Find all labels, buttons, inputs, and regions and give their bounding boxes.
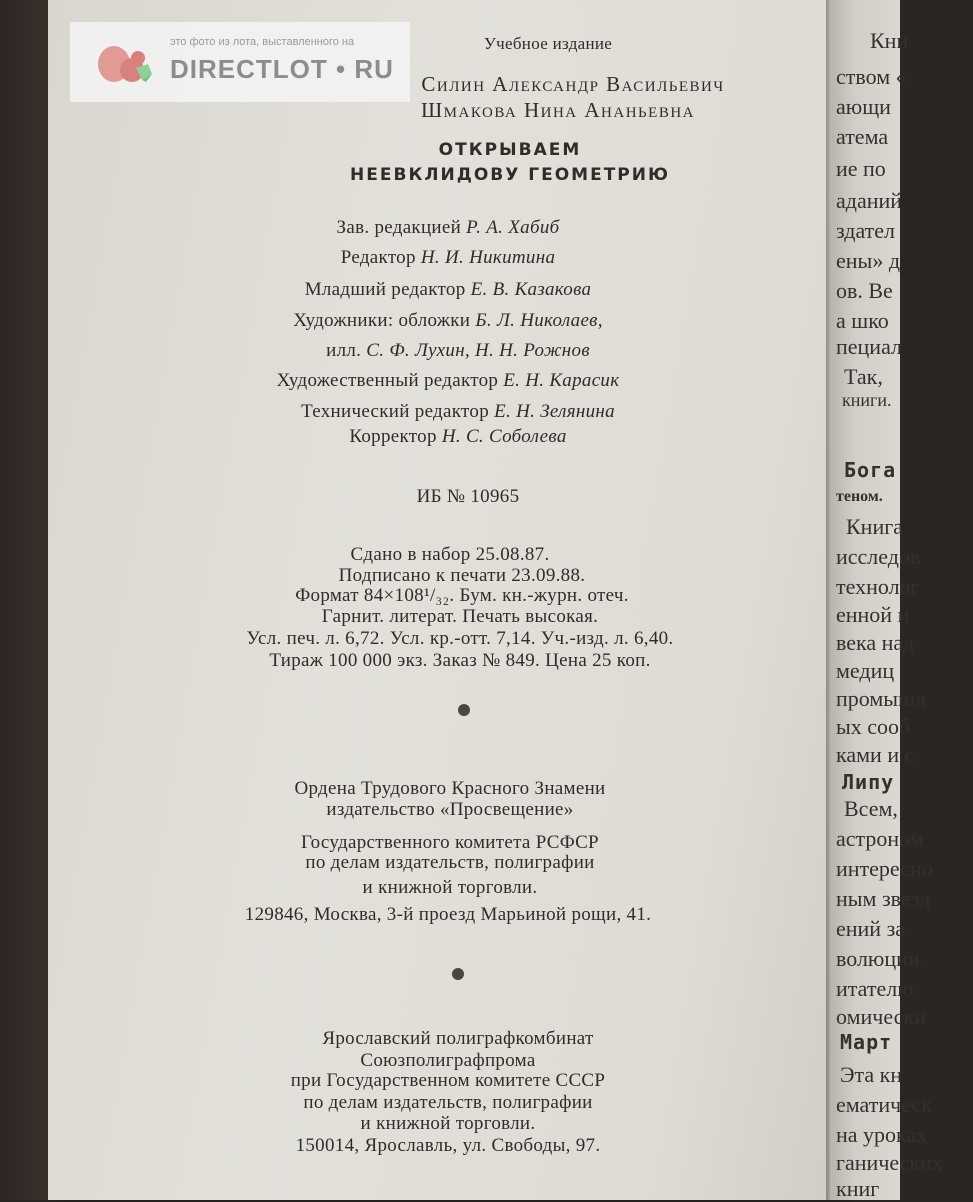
credit-line (58, 401, 858, 423)
facing-page-text: Всем, (844, 796, 898, 821)
facing-page-text: интересно (836, 856, 933, 881)
facing-page-text: ающи (836, 94, 891, 119)
separator-dot (452, 968, 464, 980)
title-line-2: НЕЕВКЛИДОВУ ГЕОМЕТРИЮ (350, 165, 670, 185)
credit-name: Б. Л. Николаев, (475, 310, 603, 331)
facing-page-text: а шко (836, 308, 889, 333)
facing-page-text: ематическ (836, 1092, 932, 1117)
publisher-line: по делам издательств, полиграфии (305, 852, 595, 873)
credit-name: Е. В. Казакова (470, 279, 592, 300)
publisher-line: издательство «Просвещение» (326, 799, 574, 820)
facing-page-text: Книга (846, 514, 904, 539)
watermark-brand: DIRECTLOT • RU (170, 54, 394, 84)
credit-role: илл. (326, 340, 362, 361)
facing-page-text: ганических (836, 1150, 943, 1175)
credit-line (48, 370, 848, 392)
book-page (48, 0, 848, 1200)
author-2: Шмакова Нина Ананьевна (421, 98, 695, 122)
credit-role: Зав. редакцией (336, 217, 462, 238)
publisher-line: и книжной торговли. (362, 877, 538, 898)
facing-page-text: ками и с (836, 742, 915, 767)
facing-page-text: промышл (836, 686, 926, 711)
author-1: Силин Александр Васильевич (421, 72, 725, 96)
credit-line (48, 310, 848, 332)
facing-page-text: ых сооб (836, 714, 911, 739)
printer-line: Союзполиграфпрома (360, 1050, 536, 1071)
credit-name: Н. С. Соболева (441, 426, 567, 447)
facing-page-text: Кни (870, 28, 909, 53)
squirrel-logo-icon (94, 42, 156, 86)
watermark-caption: это фото из лота, выставленного на (170, 36, 355, 48)
credit-name: Е. Н. Зелянина (494, 401, 615, 422)
print-info-line: Формат 84×108¹/₃₂. Бум. кн.-журн. отеч. (295, 585, 629, 606)
facing-page-text: исследов (836, 544, 921, 569)
credit-name: Н. И. Никитина (420, 247, 556, 268)
facing-page (830, 0, 943, 1201)
credit-name: С. Ф. Лухин, Н. Н. Рожнов (366, 340, 590, 361)
facing-page-text: атема (836, 124, 889, 149)
printer-line: по делам издательств, полиграфии (303, 1092, 593, 1113)
facing-page-text: книг (836, 1176, 880, 1201)
print-info-line: Гарнит. литерат. Печать высокая. (321, 606, 599, 627)
credit-role: Корректор (349, 426, 437, 447)
facing-page-text: ены» д (836, 248, 901, 273)
facing-page-text: Так, (844, 364, 883, 389)
credit-role: Технический редактор (301, 401, 489, 422)
facing-page-heading: Март (840, 1030, 893, 1054)
facing-page-text: ством « (836, 64, 907, 89)
facing-page-text: на уроках (836, 1122, 928, 1147)
printer-address: 150014, Ярославль, ул. Свободы, 97. (295, 1135, 601, 1156)
credit-role: Редактор (340, 247, 416, 268)
title-line-1: ОТКРЫВАЕМ (438, 140, 582, 160)
facing-page-text: медиц (836, 658, 895, 683)
separator-dot (458, 704, 470, 716)
credit-role: Художники: обложки (293, 310, 471, 331)
credit-line (48, 217, 848, 239)
facing-page-text: ие по (836, 156, 886, 181)
printer-line: Ярославский полиграфкомбинат (322, 1028, 594, 1049)
printer-line: при Государственном комитете СССР (290, 1070, 606, 1091)
facing-page-text: аданий (836, 188, 903, 213)
facing-page-text: века над (836, 630, 915, 655)
facing-page-text: Эта кн (840, 1062, 903, 1087)
credit-name: Е. Н. Карасик (503, 370, 620, 391)
edition-type: Учебное издание (483, 34, 613, 53)
credit-name: Р. А. Хабиб (466, 217, 560, 238)
facing-page-text: омически (836, 1004, 926, 1029)
facing-page-text: технолог (836, 574, 920, 599)
credit-line (58, 426, 858, 448)
watermark (70, 22, 410, 102)
facing-page-text: астроном (836, 826, 924, 851)
facing-page-text: итателю (836, 976, 914, 1001)
printer-line: и книжной торговли. (360, 1113, 536, 1134)
facing-page-heading: Липу (842, 770, 895, 794)
print-info-line: Усл. печ. л. 6,72. Усл. кр.-отт. 7,14. Уч.-изд. л. 6,40. (246, 628, 674, 649)
ib-number: ИБ № 10965 (416, 486, 520, 507)
print-info-line: Тираж 100 000 экз. Заказ № 849. Цена 25 коп. (269, 650, 651, 671)
publisher-address: 129846, Москва, 3-й проезд Марьиной рощи, 41. (244, 904, 652, 925)
facing-page-heading: Бога (844, 458, 897, 482)
facing-page-text: енной и (836, 602, 910, 627)
facing-page-text: книги. (842, 390, 892, 410)
facing-page-text: теном. (836, 488, 883, 505)
facing-page-text: ов. Ве (836, 278, 893, 303)
credit-line (48, 247, 848, 269)
facing-page-text: волюции. (836, 946, 926, 971)
credit-role: Младший редактор (304, 279, 466, 300)
facing-page-text: здател (836, 218, 896, 243)
credit-line (58, 340, 858, 362)
print-info-line: Подписано к печати 23.09.88. (338, 565, 586, 586)
facing-page-text: пециал (836, 334, 903, 359)
credit-role: Художественный редактор (276, 370, 499, 391)
facing-page-text: ений за (836, 916, 906, 941)
publisher-line: Ордена Трудового Красного Знамени (294, 778, 606, 799)
print-info-line: Сдано в набор 25.08.87. (350, 544, 550, 565)
facing-page-text: ным звезд (836, 886, 931, 911)
credit-line (48, 279, 848, 301)
publisher-line: Государственного комитета РСФСР (301, 832, 599, 853)
